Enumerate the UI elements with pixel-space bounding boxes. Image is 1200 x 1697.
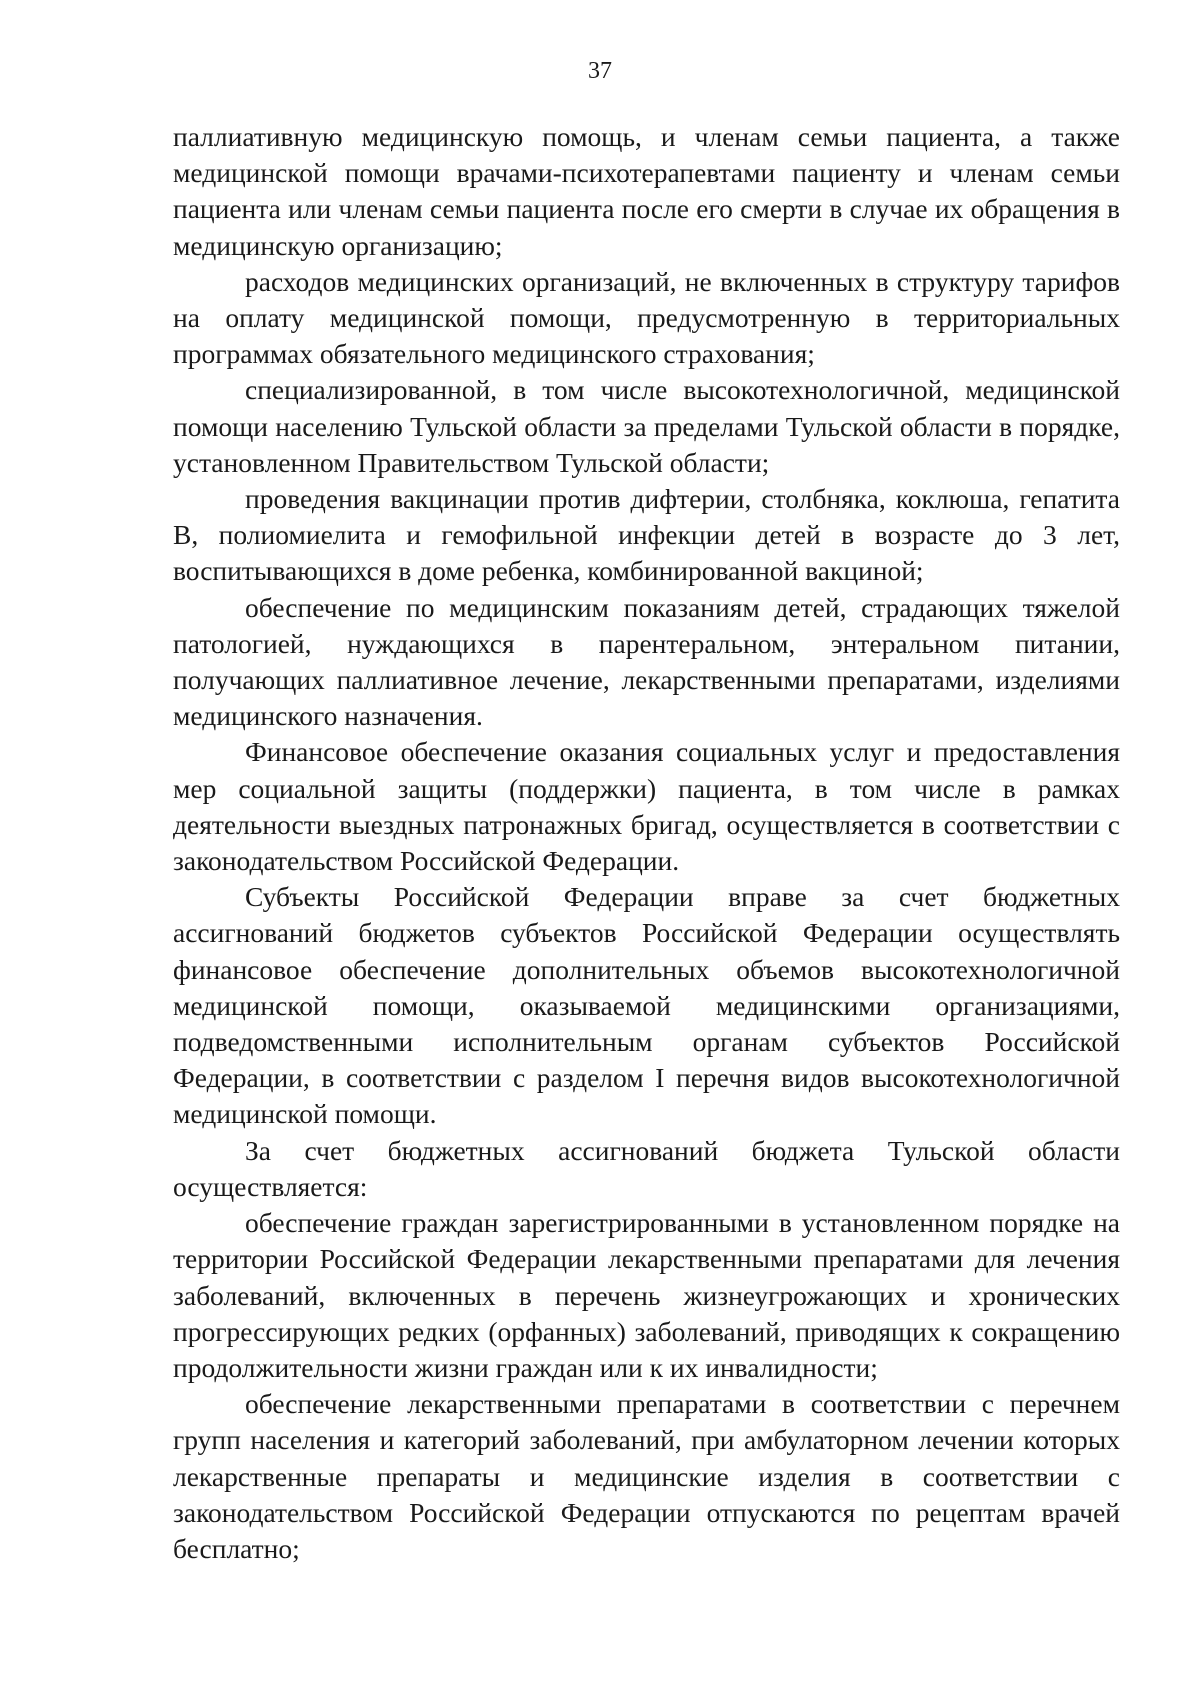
paragraph: обеспечение лекарственными препаратами в соответствии с перечнем групп населения и категорий заболеваний, при амбулаторном лечении которых лекарственные препараты и медицинские изделия в соответствии с законодательством Российской Федерации отпускаются по рецептам врачей бесплатно; — [173, 1388, 1120, 1564]
paragraph: Финансовое обеспечение оказания социальных услуг и предоставления мер социальной защиты (поддержки) пациента, в том числе в рамках деятельности выездных патронажных бригад, осуществляется в соответствии с законодательством Российской Федерации. — [173, 736, 1120, 877]
paragraph: специализированной, в том числе высокотехнологичной, медицинской помощи населению Тульской области за пределами Тульской области в порядке, установленном Правительством Тульской области; — [173, 374, 1120, 478]
paragraph: расходов медицинских организаций, не включенных в структуру тарифов на оплату медицинской помощи, предусмотренную в территориальных программах обязательного медицинского страхования; — [173, 265, 1120, 370]
paragraph: обеспечение граждан зарегистрированными в установленном порядке на территории Российской Федерации лекарственными препаратами для лечения заболеваний, включенных в перечень жизнеугрожающих и хронических прогрессирующих редких (орфанных) заболеваний, приводящих к сокращению продолжительности жизни граждан или к их инвалидности; — [173, 1207, 1120, 1383]
paragraph: обеспечение по медицинским показаниям детей, страдающих тяжелой патологией, нуждающихся в парентеральном, энтеральном питании, получающих паллиативное лечение, лекарственными препаратами, изделиями медицинского назначения. — [173, 591, 1120, 732]
page-number: 37 — [588, 58, 612, 84]
paragraph: За счет бюджетных ассигнований бюджета Тульской области осуществляется: — [173, 1134, 1120, 1202]
paragraph: паллиативную медицинскую помощь, и членам семьи пациента, а также медицинской помощи врачами-психотерапевтами пациенту и членам семьи пациента или членам семьи пациента после его смерти в случае их обращения в медицинскую организацию; — [173, 121, 1120, 261]
paragraph: Субъекты Российской Федерации вправе за счет бюджетных ассигнований бюджетов субъектов Российской Федерации осуществлять финансовое обеспечение дополнительных объемов высокотехнологичной медицинской помощи, оказываемой медицинскими организациями, подведомственными исполнительным органам субъектов Российской Федерации, в соответствии с разделом I перечня видов высокотехнологичной медицинской помощи. — [173, 881, 1120, 1130]
document-body — [173, 119, 1120, 1567]
paragraph: проведения вакцинации против дифтерии, столбняка, коклюша, гепатита В, полиомиелита и гемофильной инфекции детей в возрасте до 3 лет, воспитывающихся в доме ребенка, комбинированной вакциной; — [173, 483, 1120, 587]
